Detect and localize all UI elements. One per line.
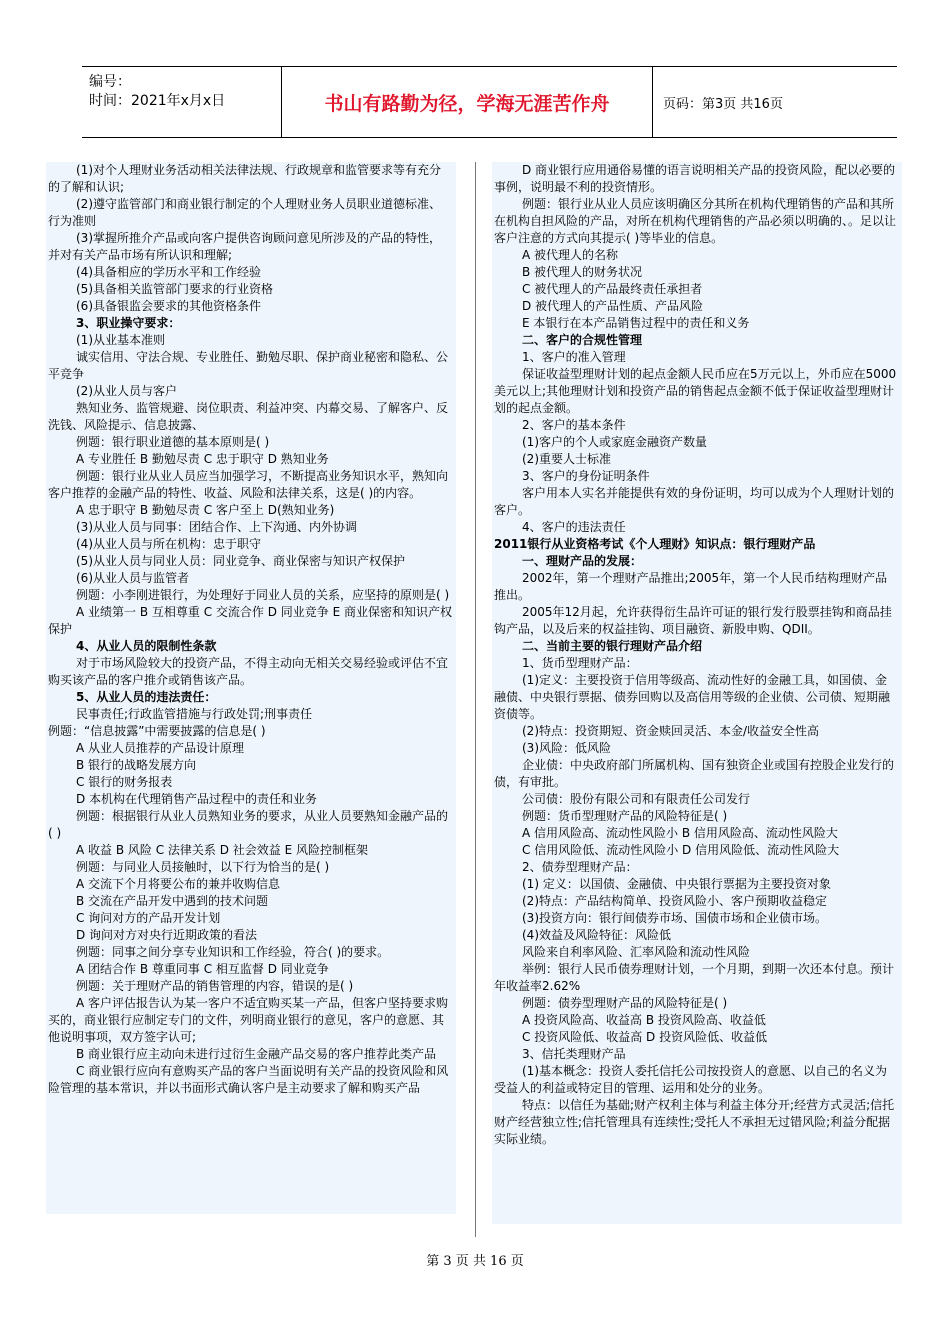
paragraph: 企业债：中央政府部门所属机构、国有独资企业或国有控股企业发行的债，有审批。 bbox=[494, 758, 895, 789]
paragraph: 1、客户的准入管理 bbox=[522, 350, 626, 364]
paragraph: A 专业胜任 B 勤勉尽责 C 忠于职守 D 熟知业务 bbox=[76, 452, 329, 466]
paragraph: 4、从业人员的限制性条款 bbox=[76, 639, 217, 653]
paragraph: 二、当前主要的银行理财产品介绍 bbox=[522, 639, 703, 653]
paragraph: 例题：银行职业道德的基本原则是( ) bbox=[76, 435, 270, 449]
paragraph: (4)具备相应的学历水平和工作经验 bbox=[76, 265, 261, 279]
paragraph: (5)具备相关监管部门要求的行业资格 bbox=[76, 282, 273, 296]
paragraph: A 忠于职守 B 勤勉尽责 C 客户至上 D(熟知业务) bbox=[76, 503, 335, 517]
paragraph: C 询问对方的产品开发计划 bbox=[76, 911, 221, 925]
paragraph: C 商业银行应向有意购买产品的客户当面说明有关产品的投资风险和风险管理的基本常识，并以书面形式确认客户是主动要求了解和购买产品 bbox=[48, 1064, 449, 1095]
paragraph: 1、货币型理财产品： bbox=[522, 656, 638, 670]
paragraph: 诚实信用、守法合规、专业胜任、勤勉尽职、保护商业秘密和隐私、公平竞争 bbox=[48, 350, 449, 381]
paragraph: 特点：以信任为基础;财产权利主体与利益主体分开;经营方式灵活;信托财产经营独立性;信托管理具有连续性;受托人不承担无过错风险;利益分配据实际业绩。 bbox=[494, 1098, 895, 1146]
paragraph: 对于市场风险较大的投资产品，不得主动向无相关交易经验或评估不宜购买该产品的客户推介或销售该产品。 bbox=[48, 656, 449, 687]
paragraph: (1)客户的个人或家庭金融资产数量 bbox=[522, 435, 707, 449]
paragraph: A 业绩第一 B 互相尊重 C 交流合作 D 同业竞争 E 商业保密和知识产权保护 bbox=[48, 605, 452, 636]
paragraph: 例题：同事之间分享专业知识和工作经验，符合( )的要求。 bbox=[76, 945, 390, 959]
paragraph: 4、客户的违法责任 bbox=[522, 520, 626, 534]
paragraph: 例题：关于理财产品的销售管理的内容，错误的是( ) bbox=[76, 979, 354, 993]
paragraph: 3、信托类理财产品 bbox=[522, 1047, 626, 1061]
paragraph: (2)重要人士标准 bbox=[522, 452, 611, 466]
paragraph: 民事责任;行政监管措施与行政处罚;刑事责任 bbox=[76, 707, 313, 721]
paragraph: (2)遵守监管部门和商业银行制定的个人理财业务人员职业道德标准、行为准则 bbox=[48, 197, 442, 228]
paragraph: (3)掌握所推介产品或向客户提供咨询顾问意见所涉及的产品的特性，并对有关产品市场有所认识和理解; bbox=[48, 231, 442, 262]
paragraph: 例题：小李刚进银行，为处理好于同业人员的关系，应坚持的原则是( ) bbox=[76, 588, 450, 602]
paragraph: A 团结合作 B 尊重同事 C 相互监督 D 同业竞争 bbox=[76, 962, 329, 976]
paragraph: (2)从业人员与客户 bbox=[76, 384, 177, 398]
paragraph: 熟知业务、监管规避、岗位职责、利益冲突、内幕交易、了解客户、反洗钱、风险提示、信息披露、 bbox=[48, 401, 449, 432]
paragraph: A 客户评估报告认为某一客户不适宜购买某一产品，但客户坚持要求购买的，商业银行应制定专门的文件，列明商业银行的意见，客户的意愿、其他说明事项，双方签字认可; bbox=[48, 996, 449, 1044]
paragraph: B 银行的战略发展方向 bbox=[76, 758, 197, 772]
paragraph: (2)特点：投资期短、资金赎回灵活、本金/收益安全性高 bbox=[522, 724, 820, 738]
paragraph: 2005年12月起，允许获得衍生品许可证的银行发行股票挂钩和商品挂钩产品，以及后来的权益挂钩、项目融资、新股申购、QDII。 bbox=[494, 605, 892, 636]
page-label: 页码：第3页 共16页 bbox=[663, 96, 783, 112]
right-column bbox=[492, 162, 902, 1224]
page-header bbox=[82, 66, 897, 138]
paragraph: 3、职业操守要求： bbox=[76, 316, 181, 330]
paragraph: 例题：根据银行从业人员熟知业务的要求，从业人员要熟知金融产品的( ) bbox=[48, 809, 449, 840]
code-label: 编号： bbox=[89, 74, 131, 90]
paragraph: A 收益 B 风险 C 法律关系 D 社会效益 E 风险控制框架 bbox=[76, 843, 368, 857]
paragraph: A 投资风险高、收益高 B 投资风险高、收益低 bbox=[522, 1013, 766, 1027]
paragraph: (6)从业人员与监管者 bbox=[76, 571, 189, 585]
motto: 书山有路勤为径，学海无涯苦作舟 bbox=[282, 67, 653, 137]
paragraph: B 商业银行应主动向未进行过衍生金融产品交易的客户推荐此类产品 bbox=[76, 1047, 437, 1061]
header-meta bbox=[82, 67, 282, 137]
paragraph: 2002年，第一个理财产品推出;2005年，第一个人民币结构理财产品推出。 bbox=[494, 571, 888, 602]
paragraph: 2、客户的基本条件 bbox=[522, 418, 626, 432]
paragraph: D 被代理人的产品性质、产品风险 bbox=[522, 299, 704, 313]
paragraph: C 被代理人的产品最终责任承担者 bbox=[522, 282, 703, 296]
paragraph: (1)定义：主要投资于信用等级高、流动性好的金融工具，如国债、金融债、中央银行票据、债券回购以及高信用等级的企业债、公司债、短期融资债等。 bbox=[494, 673, 891, 721]
paragraph: B 交流在产品开发中遇到的技术问题 bbox=[76, 894, 269, 908]
paragraph: A 交流下个月将要公布的兼并收购信息 bbox=[76, 877, 281, 891]
paragraph: 例题：与同业人员接触时，以下行为恰当的是( ) bbox=[76, 860, 330, 874]
paragraph: (3)从业人员与同事：团结合作、上下沟通、内外协调 bbox=[76, 520, 358, 534]
paragraph: (3)风险：低风险 bbox=[522, 741, 611, 755]
paragraph: (4)从业人员与所在机构：忠于职守 bbox=[76, 537, 261, 551]
paragraph: 公司债：股份有限公司和有限责任公司发行 bbox=[522, 792, 751, 806]
paragraph: 例题：货币型理财产品的风险特征是( ) bbox=[522, 809, 728, 823]
paragraph: 客户用本人实名并能提供有效的身份证明，均可以成为个人理财计划的客户。 bbox=[494, 486, 895, 517]
paragraph: B 被代理人的财务状况 bbox=[522, 265, 643, 279]
paragraph: (1)对个人理财业务活动相关法律法规、行政规章和监管要求等有充分的了解和认识; bbox=[48, 163, 442, 194]
paragraph: 保证收益型理财计划的起点金额人民币应在5万元以上，外币应在5000美元以上;其他理财计划和投资产品的销售起点金额不低于保证收益型理财计划的起点金额。 bbox=[494, 367, 897, 415]
paragraph: (1)从业基本准则 bbox=[76, 333, 165, 347]
paragraph: E 本银行在本产品销售过程中的责任和义务 bbox=[522, 316, 750, 330]
paragraph: D 询问对方对央行近期政策的看法 bbox=[76, 928, 258, 942]
paragraph: 例题：银行业从业人员应当加强学习，不断提高业务知识水平，熟知向客户推荐的金融产品的特性、收益、风险和法律关系，这是( )的内容。 bbox=[48, 469, 449, 500]
time-label: 时间：2021年x月x日 bbox=[89, 93, 226, 109]
paragraph: C 银行的财务报表 bbox=[76, 775, 173, 789]
paragraph: 例题：银行业从业人员应该明确区分其所在机构代理销售的产品和其所在机构自担风险的产品，对所在机构代理销售的产品必须以明确的、。足以让客户注意的方式向其提示( )等毕业的信息。 bbox=[494, 197, 897, 245]
paragraph: 例题：“信息披露”中需要披露的信息是( ) bbox=[48, 724, 266, 738]
paragraph: (1) 定义：以国债、金融债、中央银行票据为主要投资对象 bbox=[522, 877, 831, 891]
paragraph: D 商业银行应用通俗易懂的语言说明相关产品的投资风险，配以必要的事例，说明最不利的投资情形。 bbox=[494, 163, 896, 194]
paragraph: 2011银行从业资格考试《个人理财》知识点：银行理财产品 bbox=[494, 537, 816, 551]
paragraph: (5)从业人员与同业人员：同业竞争、商业保密与知识产权保护 bbox=[76, 554, 406, 568]
paragraph: 5、从业人员的违法责任： bbox=[76, 690, 217, 704]
paragraph: A 从业人员推荐的产品设计原理 bbox=[76, 741, 245, 755]
paragraph: 3、客户的身份证明条件 bbox=[522, 469, 650, 483]
paragraph: (6)具备银监会要求的其他资格条件 bbox=[76, 299, 261, 313]
paragraph: (4)效益及风险特征：风险低 bbox=[522, 928, 671, 942]
column-divider bbox=[475, 162, 476, 1237]
paragraph: 2、债券型理财产品： bbox=[522, 860, 638, 874]
paragraph: 例题：债券型理财产品的风险特征是( ) bbox=[522, 996, 728, 1010]
paragraph: 一、理财产品的发展： bbox=[522, 554, 643, 568]
paragraph: C 投资风险低、收益高 D 投资风险低、收益低 bbox=[522, 1030, 768, 1044]
paragraph: (1)基本概念：投资人委托信托公司按投资人的意愿、以自己的名义为受益人的利益或特定目的管理、运用和处分的业务。 bbox=[494, 1064, 888, 1095]
paragraph: D 本机构在代理销售产品过程中的责任和业务 bbox=[76, 792, 318, 806]
paragraph: (3)投资方向：银行间债券市场、国债市场和企业债市场。 bbox=[522, 911, 828, 925]
paragraph: A 信用风险高、流动性风险小 B 信用风险高、流动性风险大 bbox=[522, 826, 838, 840]
paragraph: (2)特点：产品结构简单、投资风险小、客户预期收益稳定 bbox=[522, 894, 828, 908]
paragraph: 举例：银行人民币债券理财计划，一个月期，到期一次还本付息。预计年收益率2.62% bbox=[494, 962, 895, 993]
paragraph: 二、客户的合规性管理 bbox=[522, 333, 643, 347]
paragraph: A 被代理人的名称 bbox=[522, 248, 619, 262]
left-column bbox=[46, 162, 456, 1214]
paragraph: C 信用风险低、流动性风险小 D 信用风险低、流动性风险大 bbox=[522, 843, 840, 857]
page-footer: 第 3 页 共 16 页 bbox=[426, 1254, 524, 1269]
paragraph: 风险来自利率风险、汇率风险和流动性风险 bbox=[522, 945, 751, 959]
